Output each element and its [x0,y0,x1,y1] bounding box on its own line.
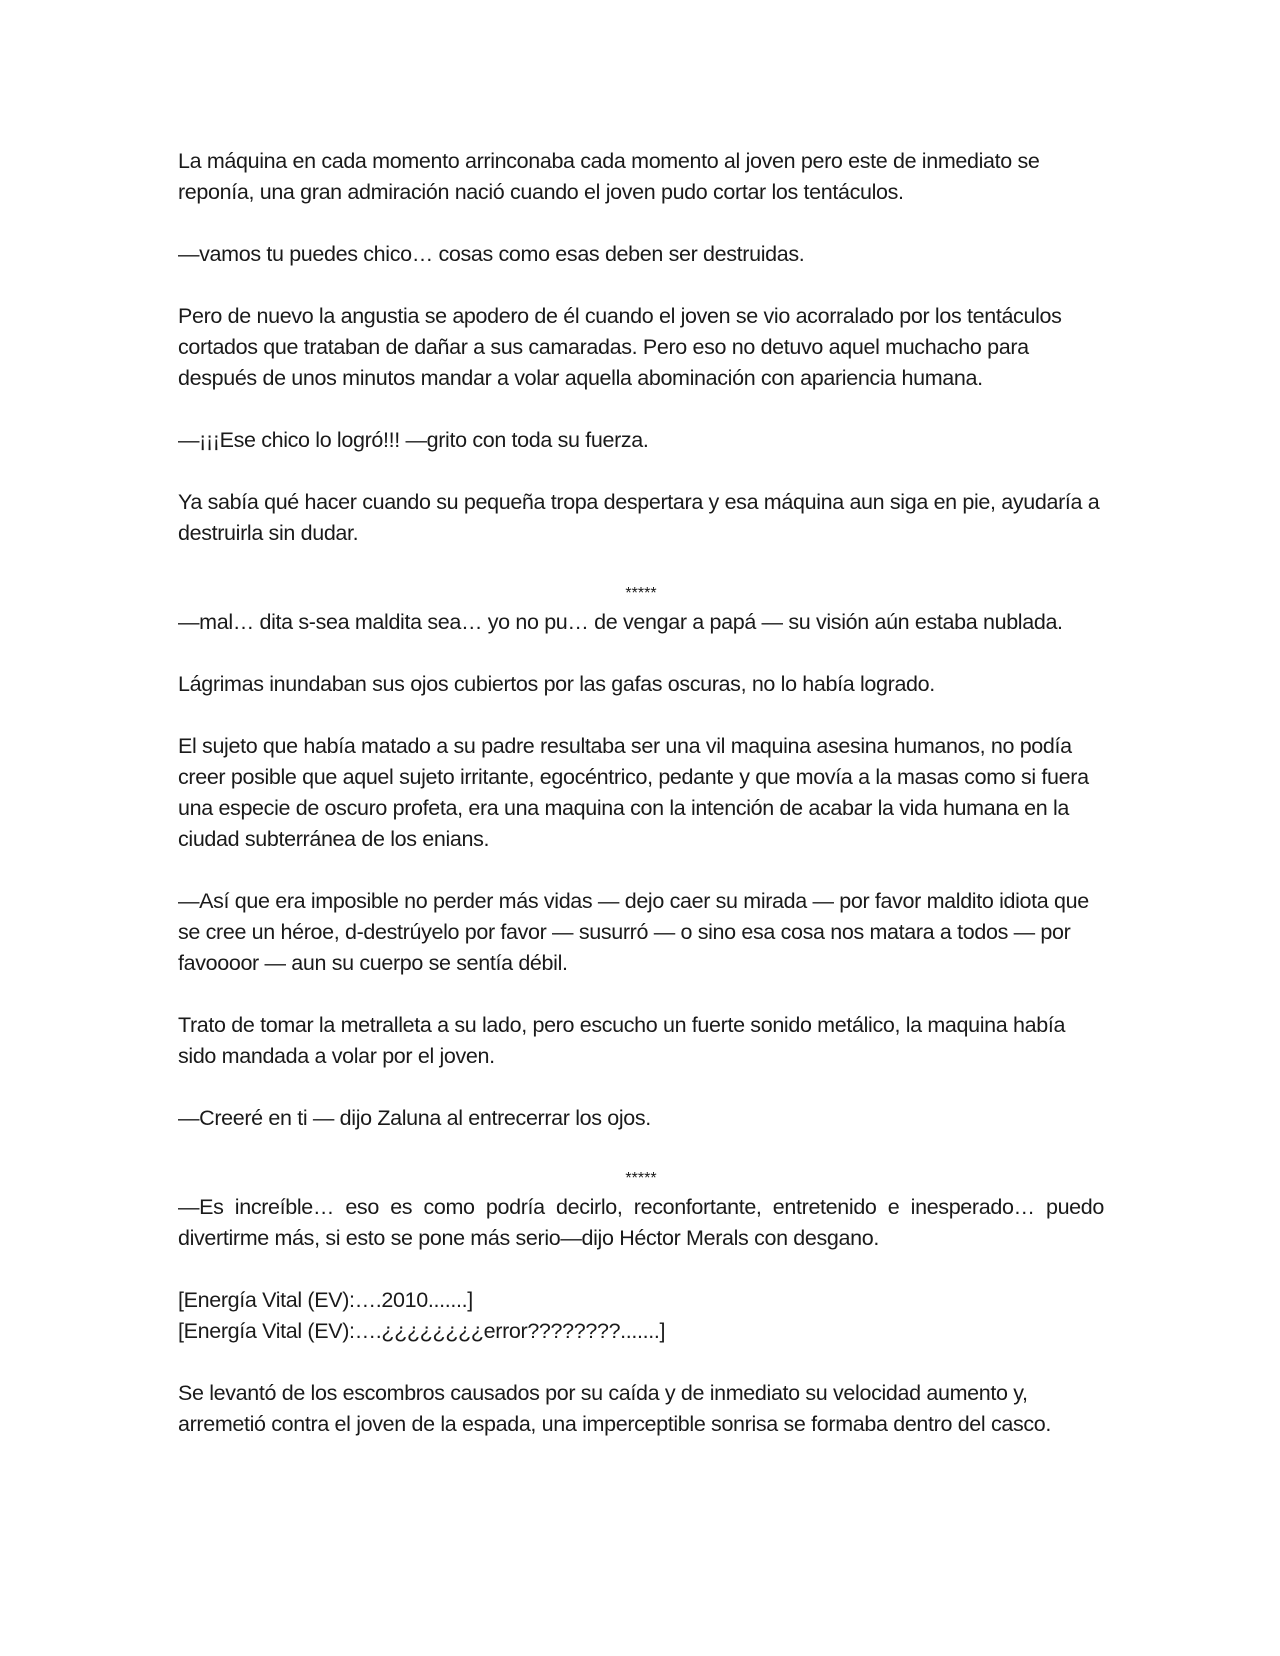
paragraph: —vamos tu puedes chico… cosas como esas deben ser destruidas. [178,242,805,266]
paragraph: Trato de tomar la metralleta a su lado, pero escucho un fuerte sonido metálico, la maquina había sido mandada a volar por el joven. [178,1013,1066,1068]
paragraph: —Es increíble… eso es como podría decirlo, reconfortante, entretenido e inesperado… puedo divertirme más, si esto se pone más serio—dijo Héctor Merals con desgano. [178,1195,1104,1250]
paragraph: —Creeré en ti — dijo Zaluna al entrecerrar los ojos. [178,1106,651,1130]
vital-energy-readout [178,1285,1104,1347]
paragraph: —Así que era imposible no perder más vidas — dejo caer su mirada — por favor maldito idiota que se cree un héroe, d-destrúyelo por favor — susurró — o sino esa cosa nos matara a todos — por favoooor — aun su cuerpo se sentía débil. [178,889,1089,975]
document-page [178,146,1104,1471]
paragraph: —¡¡¡Ese chico lo logró!!! —grito con toda su fuerza. [178,428,649,452]
vital-energy-line: [Energía Vital (EV):….¿¿¿¿¿¿¿¿error????????.......] [178,1319,666,1343]
section-separator: ***** [625,585,657,602]
vital-energy-line: [Energía Vital (EV):….2010.......] [178,1288,473,1312]
paragraph: Pero de nuevo la angustia se apodero de él cuando el joven se vio acorralado por los tentáculos cortados que trataban de dañar a sus camaradas. Pero eso no detuvo aquel muchacho para después de unos minutos mandar a volar aquella abominación con apariencia humana. [178,304,1062,390]
section-separator: ***** [625,1170,657,1187]
paragraph: Lágrimas inundaban sus ojos cubiertos por las gafas oscuras, no lo había logrado. [178,672,935,696]
paragraph: —mal… dita s-sea maldita sea… yo no pu… de vengar a papá — su visión aún estaba nublada. [178,610,1063,634]
paragraph: Ya sabía qué hacer cuando su pequeña tropa despertara y esa máquina aun siga en pie, ayudaría a destruirla sin dudar. [178,490,1100,545]
paragraph: Se levantó de los escombros causados por su caída y de inmediato su velocidad aumento y, arremetió contra el joven de la espada, una imperceptible sonrisa se formaba dentro del casco. [178,1381,1051,1436]
paragraph: La máquina en cada momento arrinconaba cada momento al joven pero este de inmediato se reponía, una gran admiración nació cuando el joven pudo cortar los tentáculos. [178,149,1040,204]
paragraph: El sujeto que había matado a su padre resultaba ser una vil maquina asesina humanos, no podía creer posible que aquel sujeto irritante, egocéntrico, pedante y que movía a la masas como si fuera una especie de oscuro profeta, era una maquina con la intención de acabar la vida humana en la ciudad subterránea de los enians. [178,734,1089,851]
